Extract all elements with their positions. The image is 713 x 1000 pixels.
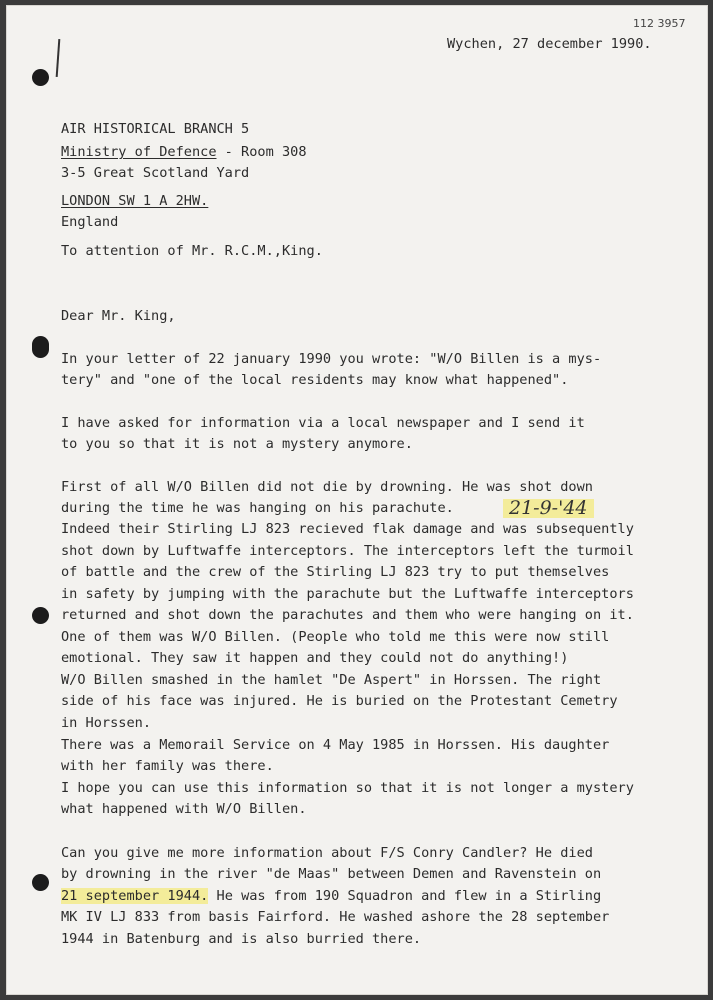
paragraph-4-line: Can you give me more information about F/S Conry Candler? He died [61, 845, 593, 861]
paragraph-2-line: I have asked for information via a local newspaper and I send it [61, 415, 585, 431]
paragraph-3-line: what happened with W/O Billen. [61, 801, 307, 817]
address-line-5: England [61, 214, 119, 230]
paragraph-3-line: I hope you can use this information so that it is not longer a mystery [61, 780, 634, 796]
punch-hole [32, 874, 49, 891]
paragraph-3-line: with her family was there. [61, 758, 274, 774]
address-line-2: Ministry of Defence - Room 308 [61, 144, 307, 160]
paragraph-4-line: MK IV LJ 833 from basis Fairford. He washed ashore the 28 september [61, 909, 610, 925]
paragraph-3-line: returned and shot down the parachutes and them who were hanging on it. [61, 607, 634, 623]
paragraph-3-line: emotional. They saw it happen and they could not do anything!) [61, 650, 569, 666]
paragraph-1-line: In your letter of 22 january 1990 you wrote: "W/O Billen is a mys- [61, 351, 602, 367]
paragraph-3-line: shot down by Luftwaffe interceptors. The interceptors left the turmoil [61, 543, 634, 559]
letter-page [6, 5, 708, 995]
paragraph-3-line: There was a Memorail Service on 4 May 1985 in Horssen. His daughter [61, 737, 610, 753]
paragraph-3-line: W/O Billen smashed in the hamlet "De Aspert" in Horssen. The right [61, 672, 602, 688]
paragraph-4-line: 21 september 1944. He was from 190 Squadron and flew in a Stirling [61, 888, 602, 904]
paragraph-3-line: Indeed their Stirling LJ 823 recieved flak damage and was subsequently [61, 521, 634, 537]
paragraph-3-line: of battle and the crew of the Stirling LJ 823 try to put themselves [61, 564, 610, 580]
paragraph-3-line: in Horssen. [61, 715, 152, 731]
ministry-name: Ministry of Defence [61, 144, 217, 160]
archive-reference-number: 112 3957 [633, 17, 686, 30]
address-line-3: 3-5 Great Scotland Yard [61, 165, 250, 181]
paragraph-3-line: First of all W/O Billen did not die by drowning. He was shot down [61, 479, 593, 495]
paragraph-4-line: by drowning in the river "de Maas" between Demen and Ravenstein on [61, 866, 602, 882]
pen-mark [56, 39, 61, 77]
paragraph-3-line: during the time he was hanging on his parachute. [61, 500, 454, 516]
paragraph-4-line: 1944 in Batenburg and is also burried there. [61, 931, 422, 947]
paragraph-3-line: side of his face was injured. He is buried on the Protestant Cemetry [61, 693, 618, 709]
paragraph-3-line: One of them was W/O Billen. (People who told me this were now still [61, 629, 610, 645]
punch-hole [32, 69, 49, 86]
paragraph-1-line: tery" and "one of the local residents may know what happened". [61, 372, 569, 388]
punch-hole [32, 607, 49, 624]
address-line-1: AIR HISTORICAL BRANCH 5 [61, 121, 250, 137]
letter-date: Wychen, 27 december 1990. [447, 36, 652, 52]
paragraph-3-line: in safety by jumping with the parachute but the Luftwaffe interceptors [61, 586, 634, 602]
handwritten-date-annotation: 21-9-'44 [503, 499, 594, 518]
attention-line: To attention of Mr. R.C.M.,King. [61, 243, 323, 259]
address-line-4: LONDON SW 1 A 2HW. [61, 193, 209, 209]
highlighted-date: 21 september 1944. [61, 888, 209, 904]
punch-hole [32, 336, 49, 358]
paragraph-2-line: to you so that it is not a mystery anymore. [61, 436, 413, 452]
salutation: Dear Mr. King, [61, 308, 176, 324]
